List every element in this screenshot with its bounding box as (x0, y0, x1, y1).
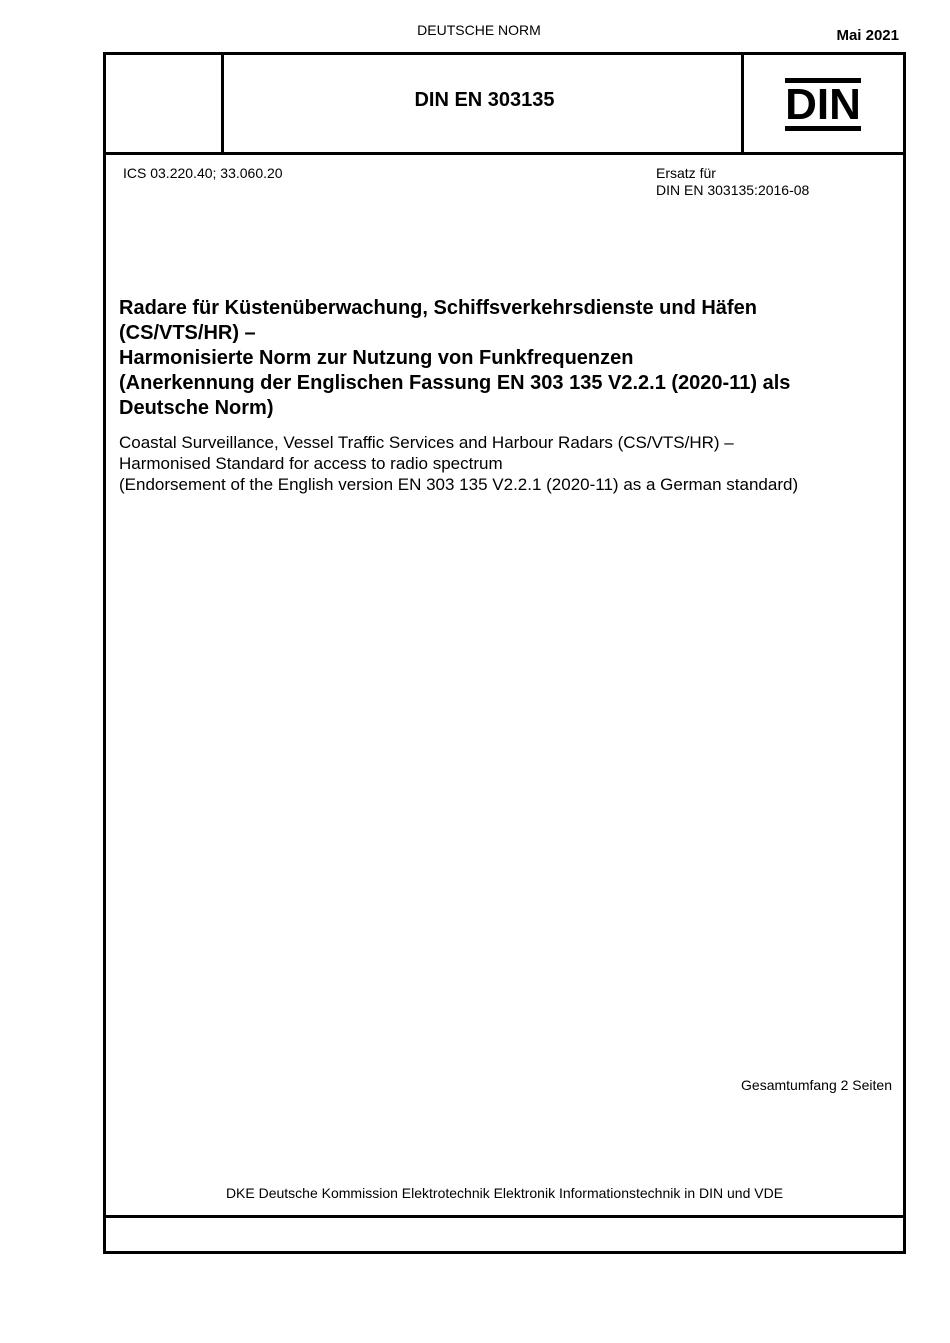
replaces-label: Ersatz für (656, 165, 716, 181)
page-count: Gesamtumfang 2 Seiten (741, 1077, 892, 1093)
replacement-info (656, 165, 809, 199)
english-title (119, 432, 899, 495)
header-row (106, 55, 903, 155)
publication-date: Mai 2021 (836, 27, 899, 44)
german-title-line: Radare für Küstenüberwachung, Schiffsverkehrsdienste und Häfen (119, 297, 757, 319)
german-title-line: (CS/VTS/HR) – (119, 322, 256, 344)
document-number: DIN EN 303135 (414, 89, 555, 111)
german-title (119, 296, 889, 421)
organisation-line: DKE Deutsche Kommission Elektrotechnik Elektronik Informationstechnik in DIN und VDE (225, 1185, 784, 1201)
english-title-line: (Endorsement of the English version EN 303 135 V2.2.1 (2020-11) as a German standard) (119, 475, 799, 494)
din-logo-text: DIN (785, 80, 861, 129)
english-title-line: Coastal Surveillance, Vessel Traffic Services and Harbour Radars (CS/VTS/HR) – (119, 433, 734, 452)
series-label: DEUTSCHE NORM (417, 22, 541, 38)
din-logo (784, 76, 862, 132)
german-title-line: Deutsche Norm) (119, 397, 274, 419)
german-title-line: Harmonisierte Norm zur Nutzung von Funkfrequenzen (119, 347, 634, 369)
replaces-value: DIN EN 303135:2016-08 (656, 182, 810, 198)
german-title-line: (Anerkennung der Englischen Fassung EN 303 135 V2.2.1 (2020-11) als (119, 372, 791, 394)
ics-codes: ICS 03.220.40; 33.060.20 (123, 165, 283, 181)
english-title-line: Harmonised Standard for access to radio spectrum (119, 454, 503, 473)
header-divider-left (221, 55, 224, 152)
bottom-divider (106, 1215, 903, 1218)
cover-frame (103, 52, 906, 1254)
